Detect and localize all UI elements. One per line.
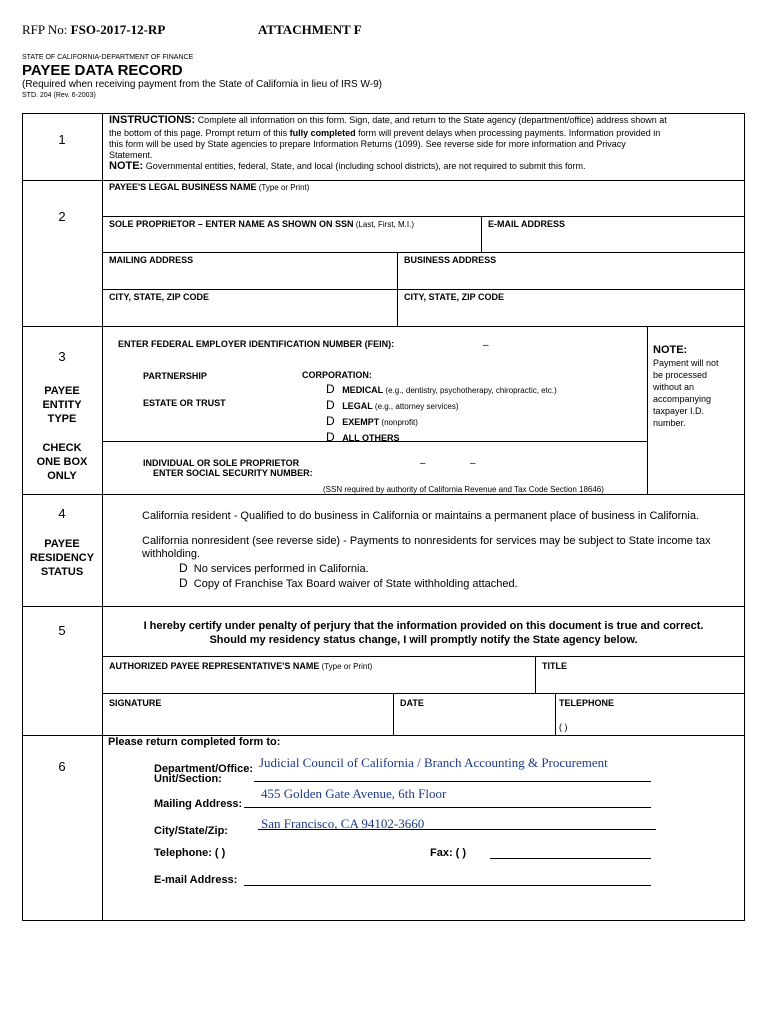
- rfp-number: FSO-2017-12-RP: [70, 22, 166, 37]
- attachment-label: ATTACHMENT F: [258, 22, 362, 37]
- corporation-label: CORPORATION:: [302, 370, 372, 380]
- all-others-checkbox[interactable]: D: [326, 430, 335, 444]
- check-one-box-label: [22, 441, 102, 483]
- all-others-option[interactable]: [326, 430, 557, 445]
- left-column-divider: [102, 113, 103, 921]
- divider-rep-name: [102, 693, 745, 694]
- ssn-field[interactable]: [400, 456, 630, 472]
- rfp-label: [22, 22, 165, 38]
- legal-name-label: [109, 182, 309, 192]
- exempt-hint: (nonprofit): [379, 418, 418, 427]
- form-id: STD. 204 (Rev. 6-2003): [22, 92, 96, 99]
- mailing-address-return-label: Mailing Address:: [154, 798, 243, 810]
- entity-type-side-label: [22, 384, 102, 426]
- legal-checkbox[interactable]: D: [326, 398, 335, 412]
- instructions-note-text: Governmental entities, federal, State, and local (including school districts), are not required to submit this form.: [143, 161, 586, 171]
- return-to-label: Please return completed form to:: [108, 736, 281, 748]
- city-state-zip-return-label: City/State/Zip:: [154, 825, 228, 837]
- mailing-address-label: MAILING ADDRESS: [109, 255, 194, 265]
- individual-label: INDIVIDUAL OR SOLE PROPRIETOR: [143, 458, 300, 468]
- no-services-checkbox[interactable]: D: [179, 561, 188, 575]
- date-label: DATE: [400, 698, 424, 708]
- telephone-field[interactable]: ( ): [559, 722, 568, 732]
- exempt-checkbox[interactable]: D: [326, 414, 335, 428]
- medical-option[interactable]: [326, 382, 557, 398]
- legal-hint: (e.g., attorney services): [372, 402, 459, 411]
- divider-3-4: [22, 494, 745, 495]
- taxpayer-id-note: [653, 344, 743, 429]
- form-title: PAYEE DATA RECORD: [22, 62, 183, 79]
- estate-trust-option[interactable]: ESTATE OR TRUST: [143, 398, 226, 408]
- entity-side-line-3: TYPE: [47, 413, 77, 425]
- instructions-label: INSTRUCTIONS:: [109, 114, 196, 126]
- ssn-label: ENTER SOCIAL SECURITY NUMBER:: [153, 468, 313, 478]
- fein-field[interactable]: [440, 334, 630, 350]
- medical-checkbox[interactable]: D: [326, 382, 335, 396]
- rep-name-label: [109, 661, 372, 671]
- check-side-line-3: ONLY: [47, 470, 77, 482]
- certification-line-1: I hereby certify under penalty of perjury that the information provided on this document is true and correct.: [143, 620, 704, 632]
- divider-certification: [102, 656, 745, 657]
- no-services-label: No services performed in California.: [193, 563, 369, 575]
- instructions-line-2a: the bottom of this page. Prompt return of this: [109, 128, 290, 138]
- nonresident-option[interactable]: [142, 535, 742, 561]
- certification-line-2: Should my residency status change, I will promptly notify the State agency below.: [209, 634, 638, 646]
- legal-name-field[interactable]: [104, 193, 744, 215]
- signature-label: SIGNATURE: [109, 698, 162, 708]
- exempt-option[interactable]: [326, 414, 557, 430]
- no-services-option[interactable]: [179, 561, 518, 576]
- entity-side-line-2: ENTITY: [42, 399, 82, 411]
- taxpayer-note-title: NOTE:: [653, 344, 688, 356]
- taxpayer-note-line-6: number.: [653, 418, 686, 428]
- divider-2-3: [22, 326, 745, 327]
- all-others-label: ALL OTHERS: [342, 433, 400, 443]
- medical-label: MEDICAL: [342, 385, 384, 395]
- instructions-fully-completed: fully completed: [289, 128, 356, 138]
- nonresident-suboptions: [179, 561, 518, 591]
- rep-name-label-text: AUTHORIZED PAYEE REPRESENTATIVE'S NAME: [109, 661, 320, 671]
- section-6-number: 6: [58, 759, 66, 774]
- legal-name-hint: (Type or Print): [256, 183, 310, 192]
- sole-proprietor-hint: (Last, First, M.I.): [353, 220, 414, 229]
- residency-side-line-2: RESIDENCY: [29, 552, 95, 564]
- resident-option[interactable]: California resident - Qualified to do business in California or maintains a permanent place of business in California.: [142, 510, 700, 522]
- ftb-waiver-checkbox[interactable]: D: [179, 576, 188, 590]
- taxpayer-note-line-5: taxpayer I.D.: [653, 406, 705, 416]
- instructions-line-3: this form will be used by State agencies to prepare Information Returns (1099). See reverse side for more information and Privacy: [109, 139, 626, 149]
- instructions-line-4: Statement.: [109, 150, 153, 160]
- department-office-label: [154, 764, 253, 784]
- exempt-label: EXEMPT: [342, 417, 380, 427]
- sole-proprietor-label: [109, 219, 414, 229]
- ftb-waiver-label: Copy of Franchise Tax Board waiver of State withholding attached.: [193, 578, 518, 590]
- rep-name-field[interactable]: [104, 673, 532, 691]
- certification-statement: [102, 619, 745, 647]
- divider-email-col: [481, 216, 482, 252]
- fax-return-line: [490, 858, 651, 859]
- city-state-zip-label-1: CITY, STATE, ZIP CODE: [109, 292, 210, 302]
- sole-proprietor-field[interactable]: [104, 231, 478, 251]
- mailing-address-return-line: [244, 807, 651, 808]
- department-office-value: Judicial Council of California / Branch Accounting & Procurement: [259, 755, 608, 770]
- medical-hint: (e.g., dentistry, psychotherapy, chiropractic, etc.): [383, 386, 557, 395]
- partnership-option[interactable]: PARTNERSHIP: [143, 371, 207, 381]
- divider-legal-name: [102, 216, 745, 217]
- section-3-number: 3: [58, 349, 66, 364]
- department-name: STATE OF CALIFORNIA-DEPARTMENT OF FINANCE: [22, 54, 194, 61]
- legal-option[interactable]: [326, 398, 557, 414]
- legal-name-label-text: PAYEE'S LEGAL BUSINESS NAME: [109, 182, 257, 192]
- business-address-field[interactable]: [399, 267, 743, 287]
- taxpayer-note-line-4: accompanying: [653, 394, 712, 404]
- instructions-note-label: NOTE:: [109, 160, 144, 172]
- form-subtitle: (Required when receiving payment from the State of California in lieu of IRS W-9): [22, 79, 382, 90]
- email-label: E-MAIL ADDRESS: [488, 219, 566, 229]
- section-2-number: 2: [58, 209, 66, 224]
- department-office-line: [254, 781, 651, 782]
- mailing-address-field[interactable]: [104, 267, 394, 287]
- individual-option[interactable]: [143, 458, 313, 478]
- city-state-zip-field-1[interactable]: [104, 304, 394, 324]
- email-return-line: [244, 885, 651, 886]
- ssn-note: (SSN required by authority of California Revenue and Tax Code Section 18646): [323, 485, 604, 494]
- email-return-label: E-mail Address:: [154, 874, 238, 886]
- title-label: TITLE: [542, 661, 567, 671]
- fein-label: ENTER FEDERAL EMPLOYER IDENTIFICATION NUMBER (FEIN):: [118, 339, 395, 349]
- telephone-return-label: Telephone: ( ): [154, 847, 226, 859]
- city-state-zip-return-line: [258, 829, 656, 830]
- section-1-number: 1: [58, 132, 66, 147]
- divider-1-2: [22, 180, 745, 181]
- instructions: [109, 115, 739, 172]
- residency-side-line-3: STATUS: [40, 566, 84, 578]
- city-state-zip-field-2[interactable]: [399, 304, 743, 324]
- divider-note-col: [647, 326, 648, 494]
- fax-return-label: Fax: ( ): [430, 847, 467, 859]
- taxpayer-note-line-2: be processed: [653, 370, 708, 380]
- department-office-label-1: Department/Office:: [154, 763, 254, 775]
- legal-label: LEGAL: [342, 401, 373, 411]
- telephone-label: TELEPHONE: [559, 698, 615, 708]
- ftb-waiver-option[interactable]: [179, 576, 518, 591]
- check-side-line-2: ONE BOX: [36, 456, 88, 468]
- department-office-label-2: Unit/Section:: [154, 773, 222, 785]
- residency-side-line-1: PAYEE: [44, 538, 80, 550]
- title-field[interactable]: [537, 673, 743, 691]
- section-5-number: 5: [58, 623, 66, 638]
- instructions-line-1: Complete all information on this form. Sign, date, and return to the State agency (department/office) address shown at: [197, 115, 667, 125]
- rfp-label-text: RFP No:: [22, 22, 68, 37]
- check-side-line-1: CHECK: [42, 442, 82, 454]
- date-field[interactable]: [395, 710, 553, 732]
- divider-telephone-col: [555, 693, 556, 735]
- email-field[interactable]: [483, 231, 743, 251]
- residency-side-label: [22, 537, 102, 579]
- divider-sole-proprietor: [102, 252, 745, 253]
- divider-date-col: [393, 693, 394, 735]
- taxpayer-note-line-3: without an: [653, 382, 695, 392]
- city-state-zip-label-2: CITY, STATE, ZIP CODE: [404, 292, 505, 302]
- signature-field[interactable]: [104, 710, 390, 732]
- sole-proprietor-label-text: SOLE PROPRIETOR – ENTER NAME AS SHOWN ON SSN: [109, 219, 354, 229]
- ssn-dash-2: –: [470, 458, 476, 469]
- mailing-address-return-value: 455 Golden Gate Avenue, 6th Floor: [261, 786, 447, 801]
- divider-4-5: [22, 606, 745, 607]
- rep-name-hint: (Type or Print): [319, 662, 373, 671]
- divider-title-col: [535, 656, 536, 693]
- section-4-number: 4: [58, 506, 66, 521]
- business-address-label: BUSINESS ADDRESS: [404, 255, 497, 265]
- nonresident-line-1: California nonresident (see reverse side) - Payments to nonresidents for services may be subject to State income tax: [142, 535, 711, 547]
- fein-dash: –: [483, 340, 489, 351]
- entity-side-line-1: PAYEE: [44, 385, 80, 397]
- nonresident-line-2: withholding.: [142, 548, 201, 560]
- city-state-zip-return-value: San Francisco, CA 94102-3660: [261, 816, 425, 831]
- ssn-dash-1: –: [420, 458, 426, 469]
- instructions-line-2c: form will prevent delays when processing payments. Information provided in: [355, 128, 661, 138]
- taxpayer-note-line-1: Payment will not: [653, 358, 719, 368]
- divider-mailing: [102, 289, 745, 290]
- corporation-options: [326, 382, 557, 445]
